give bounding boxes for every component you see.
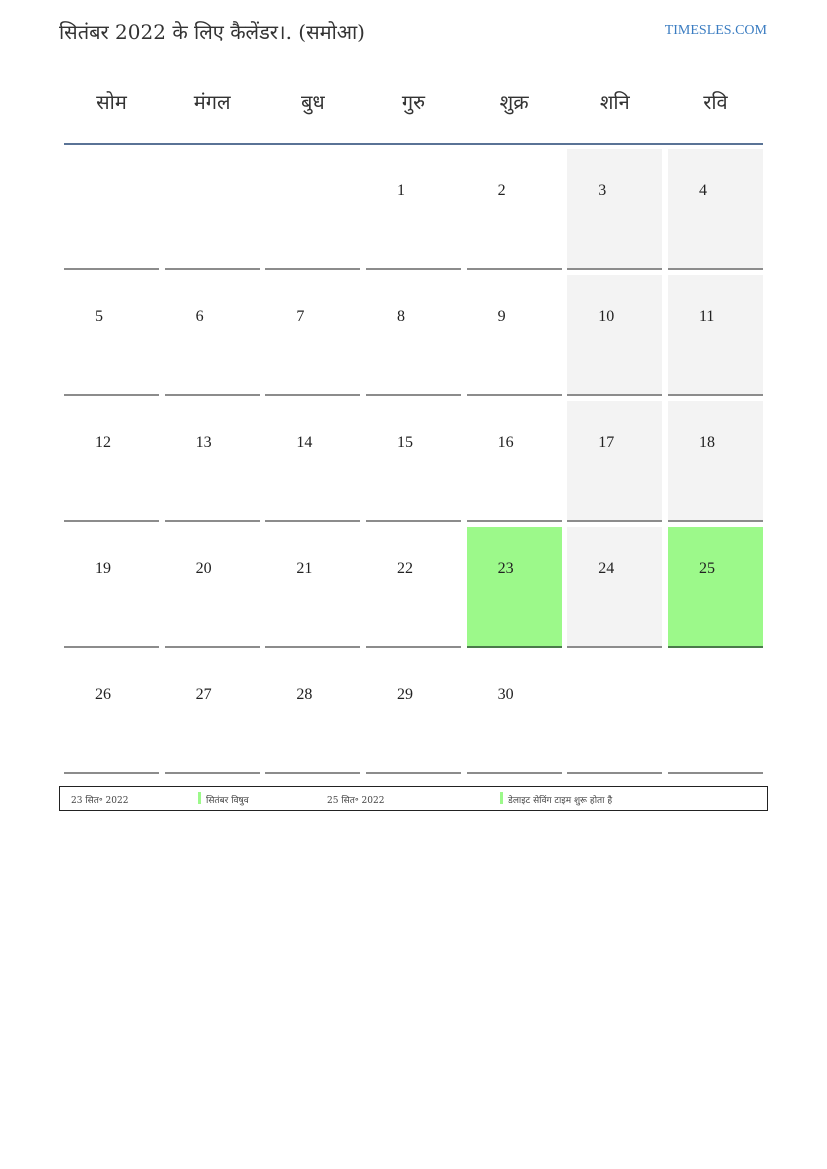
- day-number: 8: [396, 308, 405, 325]
- empty-day-cell: [567, 653, 662, 774]
- weekday-fri: शुक्र: [499, 90, 529, 114]
- day-cell[interactable]: [366, 275, 461, 396]
- day-cell[interactable]: [668, 275, 763, 396]
- day-cell[interactable]: [467, 149, 562, 270]
- legend-date-1: 23 सित॰ 2022: [71, 796, 129, 806]
- weekday-header-row: [64, 60, 763, 145]
- week-row: [64, 653, 763, 774]
- day-cell[interactable]: [567, 401, 662, 522]
- day-cell[interactable]: [366, 653, 461, 774]
- day-cell[interactable]: [64, 527, 159, 648]
- day-cell[interactable]: [265, 653, 360, 774]
- day-number: 30: [497, 686, 514, 703]
- day-number: 23: [497, 560, 514, 577]
- day-number: 9: [497, 308, 506, 325]
- legend-date-2: 25 सित॰ 2022: [327, 796, 385, 806]
- weekday-sat: शनि: [599, 90, 630, 114]
- empty-day-cell: [265, 149, 360, 270]
- day-number: 14: [296, 434, 313, 451]
- week-row: [64, 149, 763, 270]
- day-cell[interactable]: [64, 401, 159, 522]
- day-number: 6: [195, 308, 204, 325]
- day-cell[interactable]: [366, 527, 461, 648]
- legend-event-2: डेलाइट सेविंग टाइम शुरू होता है: [508, 796, 613, 806]
- legend-marker-1: [198, 792, 201, 804]
- legend-event-1: सितंबर विषुव: [206, 796, 249, 806]
- weekday-sun: रवि: [703, 90, 728, 114]
- empty-day-cell: [64, 149, 159, 270]
- day-number: 29: [396, 686, 413, 703]
- day-number: 4: [698, 182, 707, 199]
- calendar-grid: [64, 60, 763, 774]
- day-cell[interactable]: [668, 527, 763, 648]
- day-number: 28: [296, 686, 313, 703]
- day-number: 22: [396, 560, 413, 577]
- day-number: 21: [296, 560, 313, 577]
- week-row: [64, 527, 763, 648]
- calendar-weeks: [64, 149, 763, 774]
- day-number: 11: [698, 308, 715, 325]
- week-row: [64, 275, 763, 396]
- day-cell[interactable]: [467, 401, 562, 522]
- day-number: 25: [698, 560, 715, 577]
- day-cell[interactable]: [467, 653, 562, 774]
- day-cell[interactable]: [165, 527, 260, 648]
- weekday-tue: मंगल: [193, 90, 231, 114]
- week-row: [64, 401, 763, 522]
- day-number: 15: [396, 434, 413, 451]
- day-number: 3: [598, 182, 607, 199]
- day-number: 18: [698, 434, 715, 451]
- holiday-legend: [59, 786, 768, 811]
- day-cell[interactable]: [265, 527, 360, 648]
- day-number: 24: [598, 560, 615, 577]
- weekday-mon: सोम: [96, 90, 127, 114]
- empty-day-cell: [165, 149, 260, 270]
- day-number: 16: [497, 434, 514, 451]
- day-number: 12: [95, 434, 111, 451]
- day-number: 13: [195, 434, 212, 451]
- day-number: 26: [95, 686, 111, 703]
- day-cell[interactable]: [64, 653, 159, 774]
- legend-marker-2: [500, 792, 503, 804]
- day-cell[interactable]: [668, 401, 763, 522]
- day-cell[interactable]: [567, 275, 662, 396]
- day-number: 1: [396, 182, 405, 199]
- day-cell[interactable]: [567, 149, 662, 270]
- day-number: 27: [195, 686, 212, 703]
- day-cell[interactable]: [366, 149, 461, 270]
- day-number: 10: [598, 308, 615, 325]
- weekday-thu: गुरु: [401, 90, 426, 114]
- day-cell[interactable]: [366, 401, 461, 522]
- day-cell[interactable]: [165, 401, 260, 522]
- day-number: 2: [497, 182, 506, 199]
- day-number: 19: [95, 560, 111, 577]
- day-number: 20: [195, 560, 212, 577]
- day-cell[interactable]: [265, 275, 360, 396]
- day-cell[interactable]: [265, 401, 360, 522]
- day-cell[interactable]: [165, 275, 260, 396]
- day-cell[interactable]: [165, 653, 260, 774]
- day-cell[interactable]: [467, 527, 562, 648]
- site-link[interactable]: TIMESLES.COM: [664, 23, 767, 38]
- day-cell[interactable]: [467, 275, 562, 396]
- weekday-wed: बुध: [300, 90, 325, 114]
- day-cell[interactable]: [64, 275, 159, 396]
- day-number: 17: [598, 434, 615, 451]
- page-title: सितंबर 2022 के लिए कैलेंडर।. (समोआ): [59, 20, 365, 44]
- day-number: 5: [95, 308, 103, 325]
- day-number: 7: [296, 308, 305, 325]
- day-cell[interactable]: [668, 149, 763, 270]
- empty-day-cell: [668, 653, 763, 774]
- day-cell[interactable]: [567, 527, 662, 648]
